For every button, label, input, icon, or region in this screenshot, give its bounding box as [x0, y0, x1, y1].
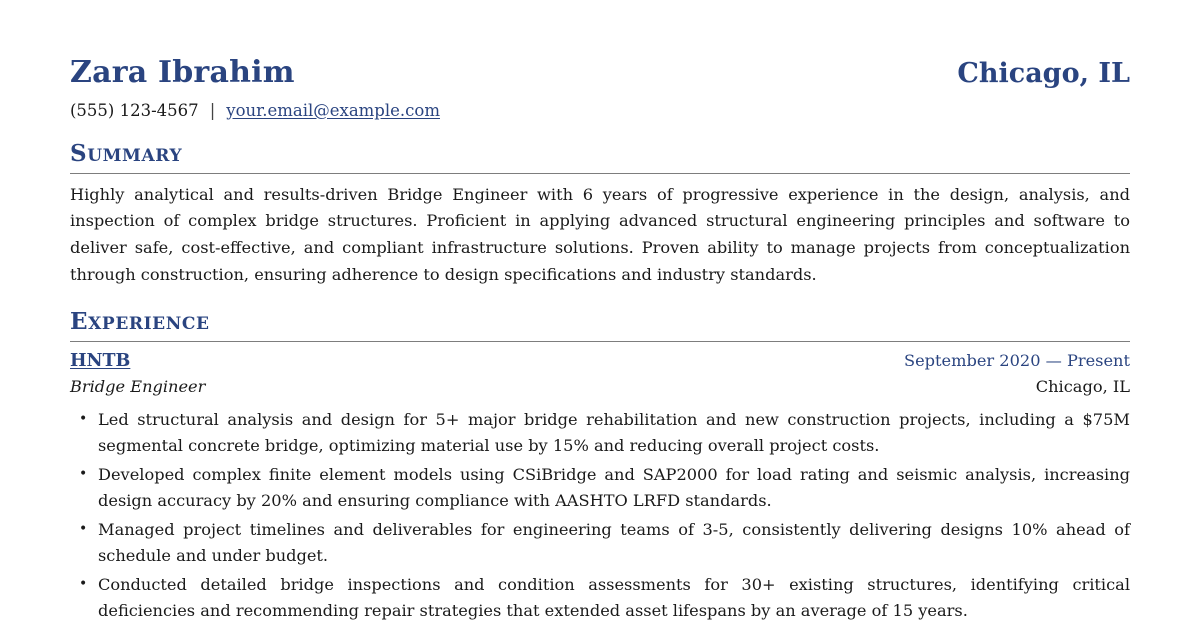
candidate-location: Chicago, IL: [957, 58, 1130, 89]
job-title: Bridge Engineer: [70, 377, 206, 397]
summary-heading: [70, 140, 1130, 171]
experience-entry-top-line: [70, 349, 1130, 374]
list-item: [70, 407, 1130, 460]
list-item: [70, 517, 1130, 570]
summary-heading-initial: S: [70, 139, 88, 167]
experience-heading: [70, 308, 1130, 339]
bullet-text: Conducted detailed bridge inspections and condition assessments for 30+ existing structures, identifying critical deficiencies and recommending repair strategies that extended asset lifespans by an average of 15 years.: [98, 574, 1130, 621]
employer-link[interactable]: HNTB: [70, 350, 131, 371]
contact-email-link[interactable]: your.email@example.com: [226, 100, 440, 120]
summary-divider: [70, 173, 1130, 174]
contact-separator: |: [209, 100, 216, 120]
contact-line: [70, 100, 1130, 121]
section-summary: [70, 140, 1130, 289]
summary-body: Highly analytical and results-driven Bridge Engineer with 6 years of progressive experience in the design, analysis, and inspection of complex bridge structures. Proficient in applying advanced structural engineering principles and software to deliver safe, cost-effective, and compliant infrastructure solutions. Proven ability to manage projects from conceptualization through construction, ensuring adherence to design specifications and industry standards.: [70, 184, 1130, 285]
bullet-marker-icon: •: [79, 520, 88, 537]
bullet-text: Developed complex finite element models using CSiBridge and SAP2000 for load rating and seismic analysis, increasing design accuracy by 20% and ensuring compliance with AASHTO LRFD standards.: [98, 464, 1130, 511]
experience-divider: [70, 341, 1130, 342]
bullet-text: Led structural analysis and design for 5+ major bridge rehabilitation and new construction projects, including a $75M segmental concrete bridge, optimizing material use by 15% and reducing overall project costs.: [98, 409, 1130, 456]
contact-phone: (555) 123-4567: [70, 100, 199, 120]
job-location: Chicago, IL: [1035, 377, 1130, 397]
section-experience: [70, 308, 1130, 625]
bullet-marker-icon: •: [79, 575, 88, 592]
experience-heading-initial: E: [70, 308, 89, 336]
list-item: [70, 572, 1130, 625]
experience-entry-second-line: [70, 375, 1130, 398]
experience-bullet-list: [70, 407, 1130, 626]
bullet-marker-icon: •: [79, 410, 88, 427]
bullet-text: Managed project timelines and deliverables for engineering teams of 3-5, consistently delivering designs 10% ahead of schedule and under budget.: [98, 519, 1130, 566]
resume-header: [70, 56, 1130, 91]
experience-heading-rest: XPERIENCE: [88, 314, 210, 335]
candidate-name: Zara Ibrahim: [70, 55, 295, 90]
bullet-marker-icon: •: [79, 465, 88, 482]
summary-heading-rest: UMMARY: [87, 145, 183, 166]
employment-dates: September 2020 — Present: [904, 350, 1130, 370]
experience-entry: [70, 349, 1130, 625]
list-item: [70, 462, 1130, 515]
